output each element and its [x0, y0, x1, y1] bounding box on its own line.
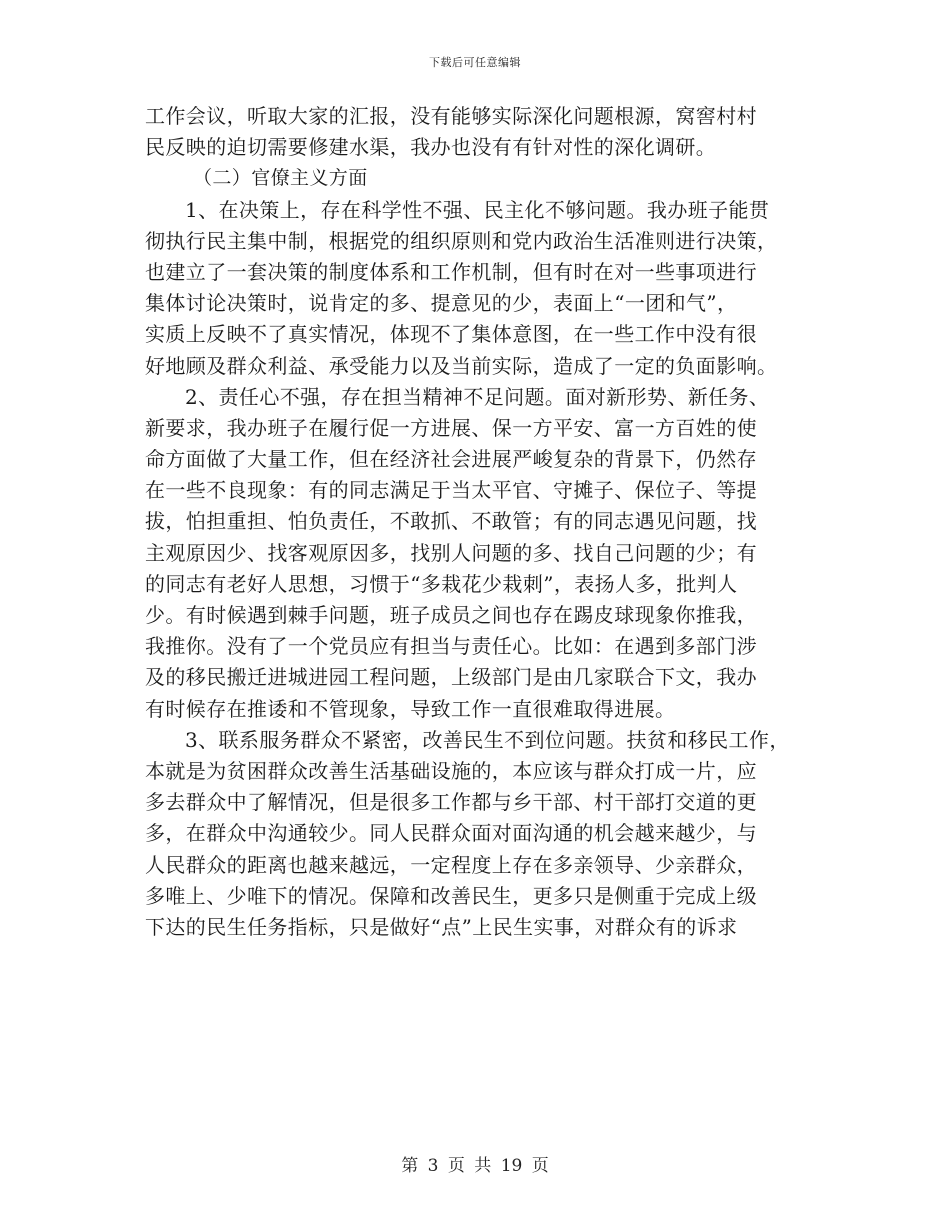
body-line: 及的移民搬迁进城进园工程问题，上级部门是由几家联合下文，我办 — [145, 665, 757, 690]
document-body — [145, 101, 825, 943]
body-line: 好地顾及群众利益、承受能力以及当前实际，造成了一定的负面影响。 — [145, 353, 778, 378]
body-line: 民反映的迫切需要修建水渠，我办也没有有针对性的深化调研。 — [145, 135, 717, 160]
paragraph-start: 3、联系服务群众不紧密，改善民生不到位问题。扶贫和移民工作， — [185, 727, 790, 752]
body-line: 的同志有老好人思想，习惯于“多栽花少栽刺”，表扬人多，批判人 — [145, 571, 738, 596]
body-line: 主观原因少、找客观原因多，找别人问题的多、找自己问题的少；有 — [145, 540, 757, 565]
body-line: 我推你。没有了一个党员应有担当与责任心。比如：在遇到多部门涉 — [145, 634, 757, 659]
body-line: 也建立了一套决策的制度体系和工作机制，但有时在对一些事项进行 — [145, 259, 757, 284]
body-line: 工作会议，听取大家的汇报，没有能够实际深化问题根源，窝窖村村 — [145, 104, 757, 128]
section-heading: （二）官僚主义方面 — [193, 167, 368, 190]
body-line: 多去群众中了解情况，但是很多工作都与乡干部、村干部打交道的更 — [145, 790, 757, 815]
body-line: 实质上反映不了真实情况，体现不了集体意图，在一些工作中没有很 — [145, 322, 757, 347]
body-line: 多，在群众中沟通较少。同人民群众面对面沟通的机会越来越少，与 — [145, 821, 757, 846]
body-line: 命方面做了大量工作，但在经济社会进展严峻复杂的背景下，仍然存 — [145, 447, 757, 472]
body-line: 在一些不良现象：有的同志满足于当太平官、守摊子、保位子、等提 — [145, 478, 757, 503]
paragraph-start: 2、责任心不强，存在担当精神不足问题。面对新形势、新任务、 — [185, 384, 770, 409]
body-line: 拔，怕担重担、怕负责任，不敢抓、不敢管；有的同志遇见问题，找 — [145, 509, 757, 534]
body-line: 多唯上、少唯下的情况。保障和改善民生，更多只是侧重于完成上级 — [145, 883, 757, 908]
body-line: 少。有时候遇到棘手问题，班子成员之间也存在踢皮球现象你推我， — [145, 603, 757, 627]
page-header: 下载后可任意编辑 — [429, 56, 521, 69]
body-line: 集体讨论决策时，说肯定的多、提意见的少，表面上“一团和气”， — [145, 291, 738, 316]
body-line: 彻执行民主集中制，根据党的组织原则和党内政治生活准则进行决策， — [145, 228, 778, 253]
body-line: 本就是为贫困群众改善生活基础设施的，本应该与群众打成一片，应 — [145, 758, 757, 783]
paragraph-start: 1、在决策上，存在科学性不强、民主化不够问题。我办班子能贯 — [185, 197, 770, 222]
body-line: 下达的民生任务指标，只是做好“点”上民生实事，对群众有的诉求 — [145, 914, 738, 939]
body-line: 有时候存在推诿和不管现象，导致工作一直很难取得进展。 — [145, 696, 676, 721]
page-number-footer: 第 3 页 共 19 页 — [401, 1156, 549, 1176]
body-line: 人民群众的距离也越来越远，一定程度上存在多亲领导、少亲群众， — [145, 852, 757, 877]
body-line: 新要求，我办班子在履行促一方进展、保一方平安、富一方百姓的使 — [145, 415, 757, 440]
